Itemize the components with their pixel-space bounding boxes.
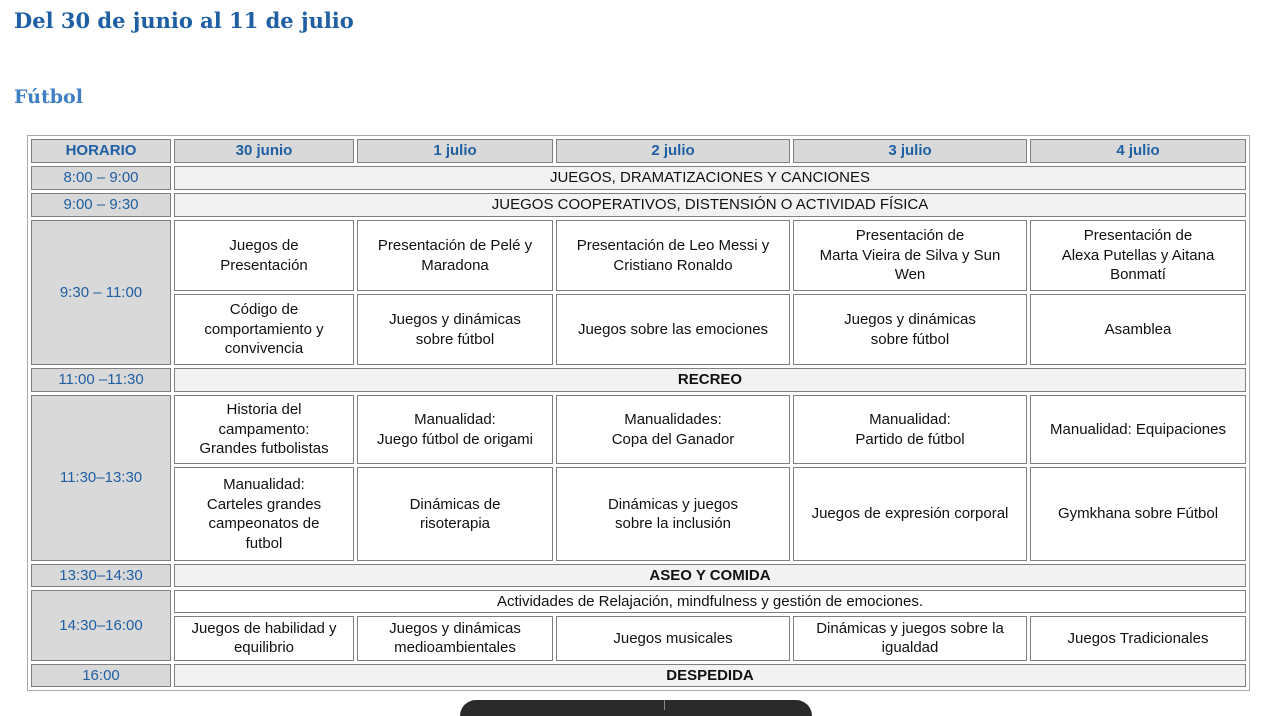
table-row bbox=[31, 294, 1246, 365]
activity-cell: Juegos de Presentación bbox=[174, 220, 354, 291]
activity-cell: Gymkhana sobre Fútbol bbox=[1030, 467, 1246, 561]
floating-toolbar[interactable] bbox=[460, 700, 812, 716]
activity-band: JUEGOS, DRAMATIZACIONES Y CANCIONES bbox=[174, 166, 1246, 190]
table-row bbox=[31, 590, 1246, 613]
activity-band: DESPEDIDA bbox=[174, 664, 1246, 687]
activity-cell: Juegos sobre las emociones bbox=[556, 294, 790, 365]
toolbar-divider bbox=[664, 700, 665, 710]
table-row bbox=[31, 616, 1246, 661]
activity-cell: Presentación de Marta Vieira de Silva y Sun Wen bbox=[793, 220, 1027, 291]
time-cell: 11:00 –11:30 bbox=[31, 368, 171, 392]
activity-cell: Presentación de Leo Messi y Cristiano Ronaldo bbox=[556, 220, 790, 291]
table-row bbox=[31, 220, 1246, 291]
table-row bbox=[31, 193, 1246, 217]
activity-cell: Dinámicas y juegos sobre la igualdad bbox=[793, 616, 1027, 661]
activity-cell: Manualidad: Carteles grandes campeonatos de futbol bbox=[174, 467, 354, 561]
activity-cell: Historia del campamento: Grandes futbolistas bbox=[174, 395, 354, 464]
header-cell: 1 julio bbox=[357, 139, 553, 163]
page-title: Del 30 de junio al 11 de julio bbox=[14, 8, 354, 33]
table-row bbox=[31, 467, 1246, 561]
activity-band: JUEGOS COOPERATIVOS, DISTENSIÓN O ACTIVIDAD FÍSICA bbox=[174, 193, 1246, 217]
table-row bbox=[31, 166, 1246, 190]
activity-cell: Juegos de expresión corporal bbox=[793, 467, 1027, 561]
activity-band: Actividades de Relajación, mindfulness y gestión de emociones. bbox=[174, 590, 1246, 613]
time-cell: 9:00 – 9:30 bbox=[31, 193, 171, 217]
activity-band: RECREO bbox=[174, 368, 1246, 392]
activity-cell: Dinámicas de risoterapia bbox=[357, 467, 553, 561]
activity-cell: Manualidad: Juego fútbol de origami bbox=[357, 395, 553, 464]
table-row bbox=[31, 564, 1246, 587]
activity-cell: Presentación de Alexa Putellas y Aitana Bonmatí bbox=[1030, 220, 1246, 291]
time-cell: 8:00 – 9:00 bbox=[31, 166, 171, 190]
activity-cell: Juegos y dinámicas sobre fútbol bbox=[793, 294, 1027, 365]
activity-cell: Asamblea bbox=[1030, 294, 1246, 365]
table-row bbox=[31, 395, 1246, 464]
section-title: Fútbol bbox=[14, 86, 83, 108]
header-cell: HORARIO bbox=[31, 139, 171, 163]
header-cell: 4 julio bbox=[1030, 139, 1246, 163]
activity-cell: Juegos musicales bbox=[556, 616, 790, 661]
activity-cell: Presentación de Pelé y Maradona bbox=[357, 220, 553, 291]
header-cell: 30 junio bbox=[174, 139, 354, 163]
header-cell: 3 julio bbox=[793, 139, 1027, 163]
table-header-row bbox=[31, 139, 1246, 163]
time-cell: 9:30 – 11:00 bbox=[31, 220, 171, 365]
time-cell: 13:30–14:30 bbox=[31, 564, 171, 587]
activity-cell: Manualidades: Copa del Ganador bbox=[556, 395, 790, 464]
activity-cell: Juegos y dinámicas medioambientales bbox=[357, 616, 553, 661]
activity-cell: Código de comportamiento y convivencia bbox=[174, 294, 354, 365]
activity-cell: Manualidad: Partido de fútbol bbox=[793, 395, 1027, 464]
time-cell: 14:30–16:00 bbox=[31, 590, 171, 661]
header-cell: 2 julio bbox=[556, 139, 790, 163]
activity-cell: Juegos y dinámicas sobre fútbol bbox=[357, 294, 553, 365]
table-row bbox=[31, 664, 1246, 687]
activity-cell: Manualidad: Equipaciones bbox=[1030, 395, 1246, 464]
activity-band: ASEO Y COMIDA bbox=[174, 564, 1246, 587]
schedule-table bbox=[27, 135, 1250, 691]
activity-cell: Juegos Tradicionales bbox=[1030, 616, 1246, 661]
time-cell: 11:30–13:30 bbox=[31, 395, 171, 561]
activity-cell: Juegos de habilidad y equilibrio bbox=[174, 616, 354, 661]
time-cell: 16:00 bbox=[31, 664, 171, 687]
activity-cell: Dinámicas y juegos sobre la inclusión bbox=[556, 467, 790, 561]
table-row bbox=[31, 368, 1246, 392]
